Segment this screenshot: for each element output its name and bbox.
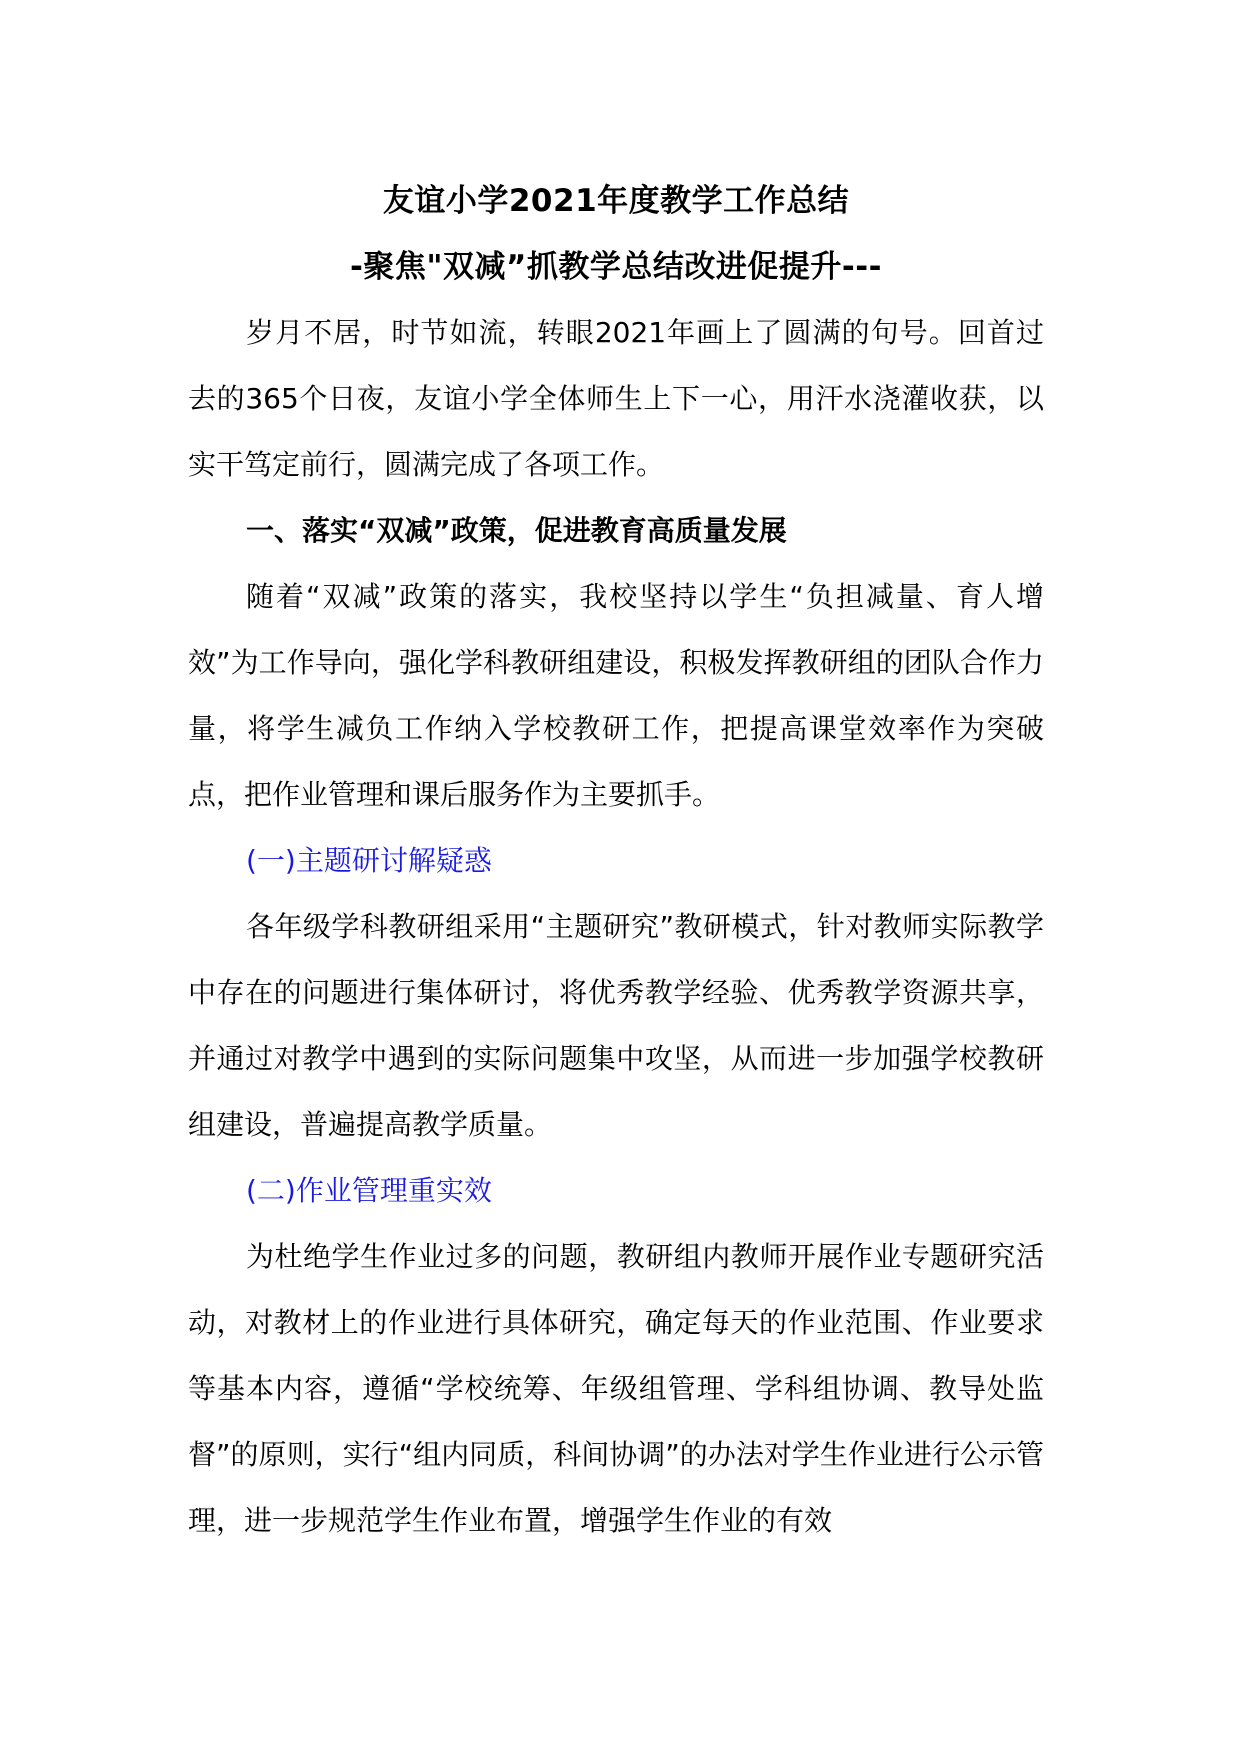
subheading-1: (一)主题研讨解疑惑 bbox=[246, 844, 492, 877]
subsection-1-paragraph: 各年级学科教研组采用“主题研究”教研模式，针对教师实际教学中存在的问题进行集体研讨，将优秀教学经验、优秀教学资源共享，并通过对教学中遇到的实际问题集中攻坚，从而进一步加强学校教研组建设，普遍提高教学质量。 bbox=[188, 910, 1044, 1141]
document-subtitle: -聚焦"双减”抓教学总结改进促提升--- bbox=[350, 249, 882, 285]
intro-paragraph: 岁月不居，时节如流，转眼2021年画上了圆满的句号。回首过去的365个日夜，友谊小学全体师生上下一心，用汗水浇灌收获，以实干笃定前行，圆满完成了各项工作。 bbox=[188, 316, 1044, 481]
section-1-paragraph: 随着“双减”政策的落实，我校坚持以学生“负担减量、育人增效”为工作导向，强化学科教研组建设，积极发挥教研组的团队合作力量，将学生减负工作纳入学校教研工作，把提高课堂效率作为突破点，把作业管理和课后服务作为主要抓手。 bbox=[188, 580, 1044, 811]
subheading-2: (二)作业管理重实效 bbox=[246, 1174, 492, 1207]
section-heading-1: 一、落实“双减”政策，促进教育高质量发展 bbox=[246, 514, 787, 547]
document-title: 友谊小学2021年度教学工作总结 bbox=[382, 183, 850, 219]
subsection-2-paragraph: 为杜绝学生作业过多的问题，教研组内教师开展作业专题研究活动，对教材上的作业进行具体研究，确定每天的作业范围、作业要求等基本内容，遵循“学校统筹、年级组管理、学科组协调、教导处监督”的原则，实行“组内同质，科间协调”的办法对学生作业进行公示管理，进一步规范学生作业布置，增强学生作业的有效 bbox=[188, 1240, 1044, 1537]
document-body bbox=[188, 168, 1044, 1554]
